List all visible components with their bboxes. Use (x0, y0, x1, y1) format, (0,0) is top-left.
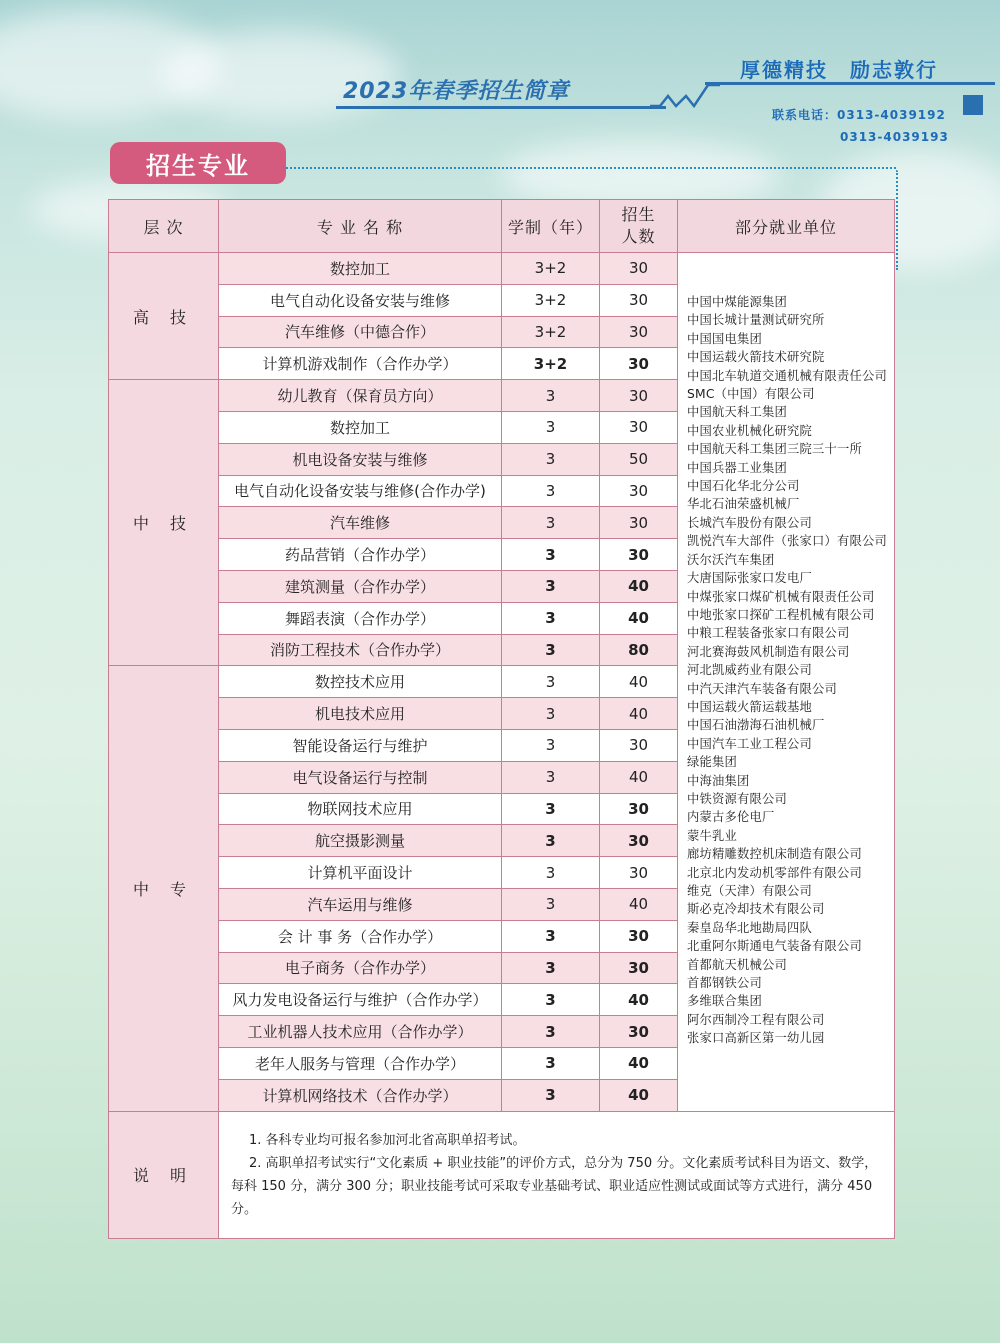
enroll-cell: 30 (600, 952, 678, 984)
employer-item: 中国农业机械化研究院 (687, 423, 812, 438)
major-cell: 汽车运用与维修 (219, 888, 502, 920)
duration-cell: 3 (502, 411, 600, 443)
enroll-cell: 30 (600, 411, 678, 443)
duration-cell: 3 (502, 507, 600, 539)
enroll-cell: 30 (600, 284, 678, 316)
dotted-divider-vertical (896, 170, 898, 270)
employers-cell (678, 253, 895, 1112)
employer-item: 沃尔沃汽车集团 (687, 552, 775, 567)
employer-item: 中国长城计量测试研究所 (687, 313, 825, 328)
enroll-cell: 30 (600, 539, 678, 571)
employer-item: 内蒙古多伦电厂 (687, 810, 775, 825)
employer-item: 华北石油荣盛机械厂 (687, 497, 800, 512)
enroll-cell: 40 (600, 888, 678, 920)
enroll-cell: 30 (600, 857, 678, 889)
major-cell: 建筑测量（合作办学） (219, 570, 502, 602)
employer-item: 中粮工程装备张家口有限公司 (687, 626, 850, 641)
dotted-divider (286, 167, 896, 169)
employer-item: 北京北内发动机零部件有限公司 (687, 865, 862, 880)
major-cell: 舞蹈表演（合作办学） (219, 602, 502, 634)
duration-cell: 3 (502, 380, 600, 412)
employer-item: 廊坊精雕数控机床制造有限公司 (687, 847, 862, 862)
employer-item: 绿能集团 (687, 755, 737, 770)
level-cell: 高 技 (109, 253, 219, 380)
duration-cell: 3 (502, 1079, 600, 1111)
employer-item: 蒙牛乳业 (687, 828, 737, 843)
duration-cell: 3 (502, 1047, 600, 1079)
table-header-row (109, 200, 895, 253)
major-cell: 机电设备安装与维修 (219, 443, 502, 475)
enroll-cell: 80 (600, 634, 678, 666)
level-cell: 中 专 (109, 666, 219, 1111)
employer-item: 首都航天机械公司 (687, 957, 787, 972)
employer-item: 中汽天津汽车装备有限公司 (687, 681, 837, 696)
contact-info (772, 104, 949, 148)
duration-cell: 3 (502, 539, 600, 571)
major-cell: 电子商务（合作办学） (219, 952, 502, 984)
major-cell: 药品营销（合作办学） (219, 539, 502, 571)
notes-row (109, 1111, 895, 1238)
enroll-cell: 30 (600, 507, 678, 539)
school-slogan: 厚德精技 励志敦行 (740, 58, 938, 82)
employer-item: 中国运载火箭技术研究院 (687, 350, 825, 365)
duration-cell: 3 (502, 475, 600, 507)
duration-cell: 3 (502, 698, 600, 730)
employer-item: 多维联合集团 (687, 994, 762, 1009)
notes-label: 说 明 (109, 1111, 219, 1238)
square-decoration-icon (963, 95, 983, 115)
duration-cell: 3 (502, 443, 600, 475)
major-cell: 物联网技术应用 (219, 793, 502, 825)
note-item: 2. 高职单招考试实行“文化素质 + 职业技能”的评价方式，总分为 750 分。文化素质考试科目为语文、数学，每科 150 分，满分 300 分；职业技能考试可采取专业基础考试、职业适应性测试或面试等方式进行，满分 450 分。 (231, 1155, 878, 1217)
employer-item: 中国中煤能源集团 (687, 295, 787, 309)
duration-cell: 3 (502, 761, 600, 793)
employer-item: 中地张家口探矿工程机械有限公司 (687, 607, 875, 622)
major-cell: 老年人服务与管理（合作办学） (219, 1047, 502, 1079)
header-enroll: 招生人数 (600, 200, 678, 253)
major-cell: 计算机网络技术（合作办学） (219, 1079, 502, 1111)
employer-item: 中海油集团 (687, 773, 750, 788)
major-cell: 会 计 事 务（合作办学） (219, 920, 502, 952)
enroll-cell: 30 (600, 348, 678, 380)
major-cell: 数控加工 (219, 411, 502, 443)
employer-item: 张家口高新区第一幼儿园 (687, 1031, 825, 1046)
employer-item: 中国北车轨道交通机械有限责任公司 (687, 368, 887, 383)
notes-text (219, 1111, 895, 1238)
major-cell: 工业机器人技术应用（合作办学） (219, 1016, 502, 1048)
duration-cell: 3+2 (502, 348, 600, 380)
major-cell: 航空摄影测量 (219, 825, 502, 857)
duration-cell: 3 (502, 984, 600, 1016)
duration-cell: 3 (502, 920, 600, 952)
employer-item: 阿尔西制冷工程有限公司 (687, 1012, 825, 1027)
duration-cell: 3 (502, 666, 600, 698)
employer-item: 首都钢铁公司 (687, 976, 762, 991)
table-row (109, 253, 895, 285)
enroll-cell: 30 (600, 380, 678, 412)
employer-item: 河北凯威药业有限公司 (687, 663, 812, 678)
major-cell: 机电技术应用 (219, 698, 502, 730)
employer-item: 维克（天津）有限公司 (687, 884, 812, 898)
header-employers: 部分就业单位 (678, 200, 895, 253)
major-cell: 消防工程技术（合作办学） (219, 634, 502, 666)
employer-item: 长城汽车股份有限公司 (687, 515, 812, 530)
major-cell: 汽车维修 (219, 507, 502, 539)
duration-cell: 3 (502, 888, 600, 920)
slogan-underline (705, 82, 995, 85)
level-cell: 中 技 (109, 380, 219, 666)
employer-item: 中国石化华北分公司 (687, 479, 800, 494)
phone-number-2: 0313-4039193 (840, 130, 949, 144)
major-cell: 数控技术应用 (219, 666, 502, 698)
enrollment-table (108, 199, 895, 1239)
contact-label: 联系电话： (772, 108, 838, 122)
employers-spacer (687, 253, 888, 293)
header-major: 专 业 名 称 (219, 200, 502, 253)
enroll-cell: 30 (600, 825, 678, 857)
duration-cell: 3+2 (502, 253, 600, 285)
major-cell: 电气自动化设备安装与维修(合作办学) (219, 475, 502, 507)
employer-item: 秦皇岛华北地勘局四队 (687, 920, 812, 935)
employer-item: 斯必克冷却技术有限公司 (687, 902, 825, 917)
employer-item: 中国兵器工业集团 (687, 460, 787, 475)
duration-cell: 3 (502, 1016, 600, 1048)
employer-item: 河北赛海鼓风机制造有限公司 (687, 644, 850, 659)
enroll-cell: 40 (600, 698, 678, 730)
enroll-cell: 40 (600, 602, 678, 634)
employer-item: 中国国电集团 (687, 331, 762, 346)
enroll-cell: 30 (600, 729, 678, 761)
header-level: 层 次 (109, 200, 219, 253)
major-cell: 计算机平面设计 (219, 857, 502, 889)
enroll-cell: 30 (600, 793, 678, 825)
major-cell: 智能设备运行与维护 (219, 729, 502, 761)
enroll-cell: 40 (600, 1079, 678, 1111)
major-cell: 风力发电设备运行与维护（合作办学） (219, 984, 502, 1016)
duration-cell: 3 (502, 825, 600, 857)
enroll-cell: 50 (600, 443, 678, 475)
note-item: 1. 各科专业均可报名参加河北省高职单招考试。 (249, 1132, 526, 1148)
employer-item: 中国石油渤海石油机械厂 (687, 718, 825, 733)
employer-item: 大唐国际张家口发电厂 (687, 571, 812, 586)
major-cell: 汽车维修（中德合作） (219, 316, 502, 348)
employer-item: 中国运载火箭运载基地 (687, 699, 812, 714)
enroll-cell: 30 (600, 920, 678, 952)
employer-item: 中国航天科工集团 (687, 405, 787, 420)
enroll-cell: 30 (600, 475, 678, 507)
brochure-title: 2023年春季招生简章 (343, 79, 570, 104)
employer-item: 中煤张家口煤矿机械有限责任公司 (687, 589, 875, 604)
major-cell: 幼儿教育（保育员方向） (219, 380, 502, 412)
major-cell: 电气自动化设备安装与维修 (219, 284, 502, 316)
enroll-cell: 30 (600, 253, 678, 285)
major-cell: 数控加工 (219, 253, 502, 285)
employer-item: 中国汽车工业工程公司 (687, 736, 812, 751)
header-duration: 学制（年） (502, 200, 600, 253)
major-cell: 计算机游戏制作（合作办学） (219, 348, 502, 380)
employer-item: 北重阿尔斯通电气装备有限公司 (687, 939, 862, 954)
duration-cell: 3 (502, 857, 600, 889)
duration-cell: 3 (502, 570, 600, 602)
major-cell: 电气设备运行与控制 (219, 761, 502, 793)
duration-cell: 3 (502, 634, 600, 666)
enroll-cell: 30 (600, 316, 678, 348)
employer-item: SMC（中国）有限公司 (687, 387, 815, 402)
title-underline (336, 106, 666, 109)
employer-item: 中国航天科工集团三院三十一所 (687, 442, 862, 457)
enroll-cell: 40 (600, 666, 678, 698)
enroll-cell: 40 (600, 761, 678, 793)
enroll-cell: 30 (600, 1016, 678, 1048)
section-title: 招生专业 (110, 142, 286, 184)
duration-cell: 3 (502, 729, 600, 761)
duration-cell: 3+2 (502, 284, 600, 316)
employer-item: 中铁资源有限公司 (687, 791, 787, 806)
duration-cell: 3 (502, 952, 600, 984)
duration-cell: 3 (502, 602, 600, 634)
enroll-cell: 40 (600, 570, 678, 602)
phone-number-1: 0313-4039192 (837, 108, 946, 122)
enroll-cell: 40 (600, 1047, 678, 1079)
duration-cell: 3 (502, 793, 600, 825)
enroll-cell: 40 (600, 984, 678, 1016)
duration-cell: 3+2 (502, 316, 600, 348)
employer-item: 凯悦汽车大部件（张家口）有限公司 (687, 534, 887, 549)
